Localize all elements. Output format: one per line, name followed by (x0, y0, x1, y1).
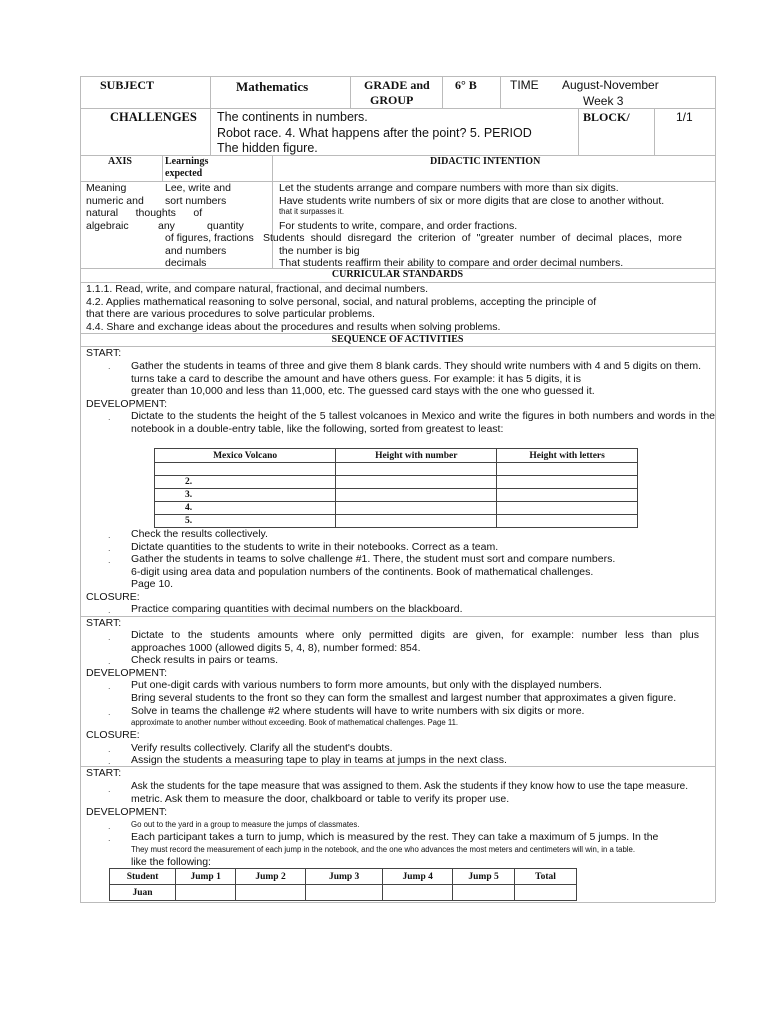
bullet: . (108, 412, 111, 422)
closure-heading: CLOSURE: (86, 729, 140, 741)
volcano-table (154, 448, 638, 528)
learning-text: Lee, write and (165, 182, 231, 194)
learning-text: sort numbers (165, 195, 227, 207)
bullet: . (108, 744, 111, 754)
bullet: . (108, 784, 111, 794)
didactic-intention-label: DIDACTIC INTENTION (430, 156, 541, 167)
development-heading: DEVELOPMENT: (86, 398, 168, 410)
frame-top (80, 76, 715, 77)
activity-text: approaches 1000 (allowed digits 5, 4, 8), number formed: 854. (131, 642, 421, 654)
jump-table (109, 868, 577, 901)
activity-text: notebook in a double-entry table, like the following, sorted from greatest to least: (131, 423, 504, 435)
standard-item: 1.1.1. Read, write, and compare natural, fractional, and decimal numbers. (86, 283, 429, 295)
learning-text: and numbers (165, 245, 227, 257)
activity-text: Practice comparing quantities with decimal numbers on the blackboard. (131, 603, 463, 615)
curricular-standards-title: CURRICULAR STANDARDS (331, 269, 464, 280)
challenge-line: Robot race. 4. What happens after the point? 5. PERIOD (217, 125, 532, 140)
standard-item: 4.4. Share and exchange ideas about the procedures and results when solving problems. (86, 321, 501, 333)
challenge-line: The hidden figure. (217, 141, 318, 155)
activity-text: Gather the students in teams of three and give them 8 blank cards. They should write numbers with 4 and 5 digits on them. (131, 360, 702, 372)
volcano-row-label: 3. (155, 489, 336, 502)
learning-text: decimals (165, 257, 207, 269)
activity-text: greater than 10,000 and less than 11,000, etc. The guessed card stays with the one who guessed it. (131, 385, 595, 397)
bullet: . (108, 756, 111, 766)
week-value: Week 3 (583, 94, 624, 108)
bullet: . (108, 555, 111, 565)
bullet: . (108, 656, 111, 666)
didactic-text: that it surpasses it. (279, 207, 345, 216)
sequence-title: SEQUENCE OF ACTIVITIES (331, 334, 464, 345)
learning-text: of figures, fractions (165, 232, 254, 244)
subject-value: Mathematics (236, 79, 309, 94)
height-number-header: Height with number (336, 449, 497, 463)
axis-label: AXIS (108, 156, 132, 167)
bullet: . (108, 605, 111, 615)
jump-2-header: Jump 2 (236, 869, 306, 885)
bullet: . (108, 707, 111, 717)
time-value: August-November (562, 78, 659, 92)
development-heading: DEVELOPMENT: (86, 667, 168, 679)
volcano-row-label (155, 463, 336, 476)
activity-text: approximate to another number without exceeding. Book of mathematical challenges. Page 11. (131, 718, 459, 727)
learning-text: any quantity (158, 220, 244, 232)
activity-text: Ask the students for the tape measure that was assigned to them. Ask the students if they know how to use the tape measure. (131, 781, 688, 792)
development-heading: DEVELOPMENT: (86, 806, 168, 818)
activity-text: Assign the students a measuring tape to play in teams at jumps in the next class. (131, 754, 507, 766)
jump-1-header: Jump 1 (176, 869, 236, 885)
didactic-text: Students should disregard the criterion of "greater number of decimal places, more (263, 232, 682, 244)
bullet: . (108, 361, 111, 371)
activity-text: Dictate to the students amounts where only permitted digits are given, for example: number less than plus (131, 629, 699, 641)
bullet: . (108, 530, 111, 540)
challenge-line: The continents in numbers. (217, 110, 368, 124)
frame-left (80, 76, 81, 902)
activity-text: Bring several students to the front so they can form the smallest and largest number that approximates a given figure. (131, 692, 677, 704)
challenges-label: CHALLENGES (110, 110, 197, 124)
standard-item: 4.2. Applies mathematical reasoning to solve personal, social, and natural problems, accepting the principle of (86, 296, 597, 308)
volcano-row-label: 5. (155, 515, 336, 528)
axis-text: Meaning (86, 182, 127, 194)
student-name: Juan (110, 885, 176, 901)
activity-text: Check the results collectively. (131, 528, 268, 540)
volcano-row-label: 2. (155, 476, 336, 489)
time-label: TIME (510, 78, 539, 92)
subject-label: SUBJECT (100, 78, 155, 92)
jump-3-header: Jump 3 (305, 869, 382, 885)
activity-text: Gather the students in teams to solve challenge #1. There, the student must sort and compare numbers. (131, 553, 616, 565)
activity-text: turns take a card to describe the amount and have others guess. For example: it has 5 digits, it is (131, 373, 581, 385)
block-value: 1/1 (676, 110, 693, 124)
activity-text: like the following: (131, 856, 211, 868)
didactic-text: For students to write, compare, and order fractions. (279, 220, 518, 232)
learnings-label: Learnings expected (165, 156, 209, 179)
axis-text: natural thoughts of (86, 207, 203, 219)
activity-text: Each participant takes a turn to jump, which is measured by the rest. They can take a maximum of 5 jumps. In the (131, 831, 659, 843)
didactic-text: the number is big (279, 245, 360, 257)
standard-item: that there are various procedures to solve particular problems. (86, 308, 375, 320)
activity-text: 6-digit using area data and population numbers of the continents. Book of mathematical challenges. (131, 566, 594, 578)
axis-text: algebraic (86, 220, 129, 232)
start-heading: START: (86, 767, 122, 779)
activity-text: They must record the measurement of each jump in the notebook, and the one who advances the most meters and centimeters will win, in a table. (131, 845, 636, 854)
block-label: BLOCK/ (583, 110, 630, 124)
start-heading: START: (86, 617, 122, 629)
activity-text: Dictate quantities to the students to write in their notebooks. Correct as a team. (131, 541, 499, 553)
frame-right (715, 76, 716, 902)
grade-value: 6° B (455, 78, 477, 92)
student-header: Student (110, 869, 176, 885)
bullet: . (108, 821, 111, 831)
volcano-header: Mexico Volcano (155, 449, 336, 463)
jump-4-header: Jump 4 (383, 869, 453, 885)
volcano-row-label: 4. (155, 502, 336, 515)
height-letters-header: Height with letters (497, 449, 638, 463)
bullet: . (108, 632, 111, 642)
bullet: . (108, 543, 111, 553)
group-label: GROUP (370, 93, 414, 107)
didactic-text: That students reaffirm their ability to compare and order decimal numbers. (279, 257, 624, 269)
jump-5-header: Jump 5 (453, 869, 515, 885)
activity-text: Verify results collectively. Clarify all the student's doubts. (131, 742, 393, 754)
total-header: Total (515, 869, 577, 885)
activity-text: Go out to the yard in a group to measure the jumps of classmates. (131, 820, 360, 829)
activity-text: Check results in pairs or teams. (131, 654, 279, 666)
challenges-list (217, 110, 532, 157)
grade-label: GRADE and (364, 78, 430, 92)
start-heading: START: (86, 347, 122, 359)
activity-text: Dictate to the students the height of the 5 tallest volcanoes in Mexico and write the figures in both numbers and words in the (131, 410, 715, 422)
activity-text: Put one-digit cards with various numbers to form more amounts, but only with the displayed numbers. (131, 679, 602, 691)
activity-text: Solve in teams the challenge #2 where students will have to write numbers with six digits or more. (131, 705, 585, 717)
didactic-text: Have students write numbers of six or more digits that are close to another without. (279, 195, 665, 207)
didactic-text: Let the students arrange and compare numbers with more than six digits. (279, 182, 619, 194)
closure-heading: CLOSURE: (86, 591, 140, 603)
frame-bottom (80, 902, 715, 903)
activity-text: Page 10. (131, 578, 174, 590)
bullet: . (108, 681, 111, 691)
bullet: . (108, 833, 111, 843)
axis-text: numeric and (86, 195, 144, 207)
activity-text: metric. Ask them to measure the door, chalkboard or table to verify its proper use. (131, 793, 510, 805)
